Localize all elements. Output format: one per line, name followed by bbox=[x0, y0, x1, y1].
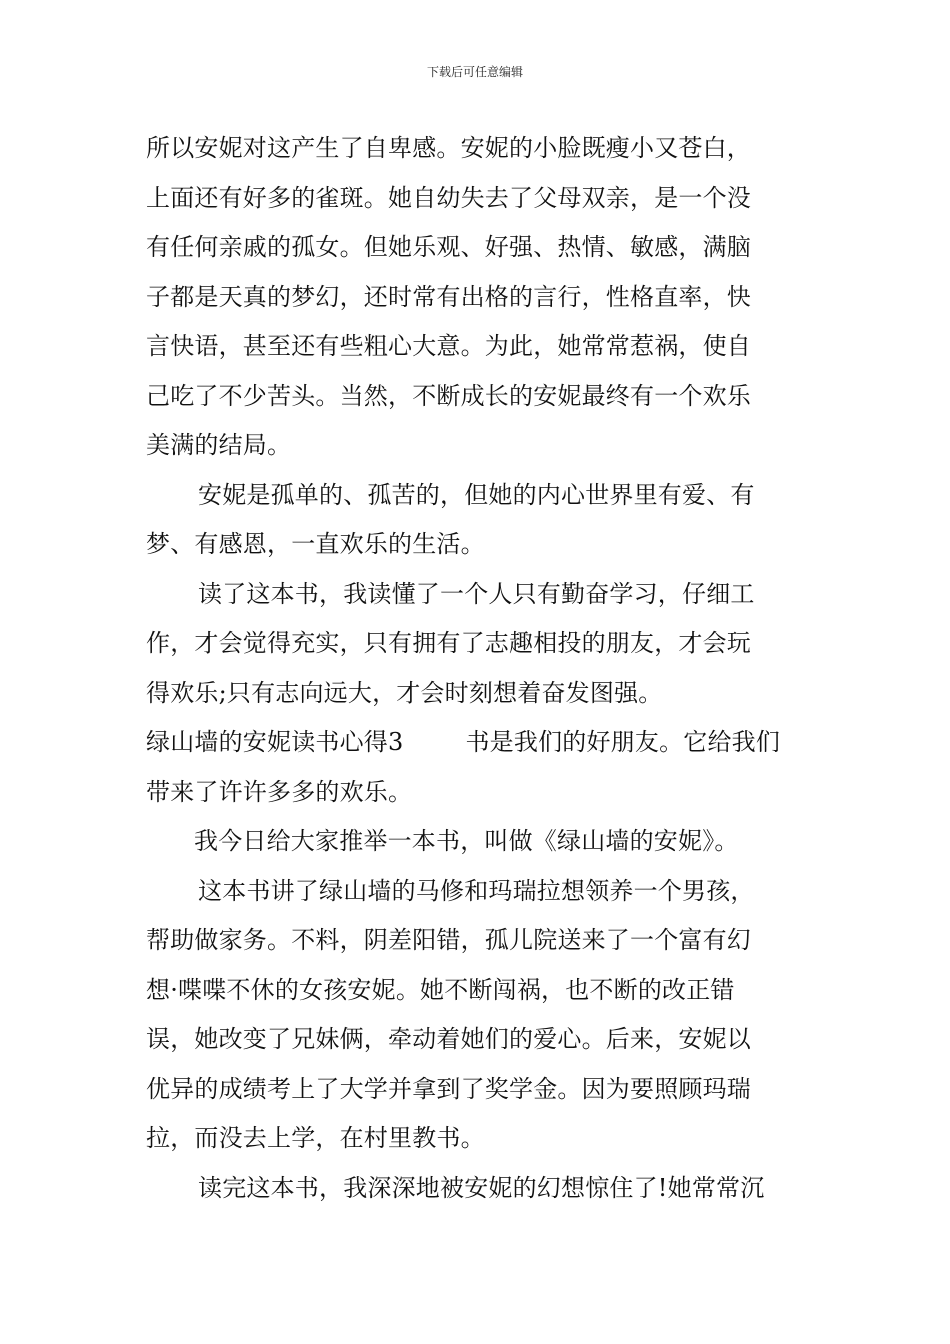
text-line: 梦、有感恩，一直欢乐的生活。 bbox=[146, 530, 485, 558]
section-heading-line bbox=[146, 718, 808, 768]
page-header: 下载后可任意编辑 bbox=[426, 65, 523, 79]
document-body bbox=[146, 124, 808, 1213]
text-line: 美满的结局。 bbox=[146, 431, 292, 459]
text-line: 想·喋喋不休的女孩安妮。她不断闯祸，也不断的改正错 bbox=[146, 975, 735, 1004]
paragraph-first-line: 这本书讲了绿山墙的马修和玛瑞拉想领养一个男孩， bbox=[198, 876, 755, 905]
paragraph-first-line: 安妮是孤单的、孤苦的，但她的内心世界里有爱、有 bbox=[198, 480, 755, 509]
text-line: 己吃了不少苦头。当然，不断成长的安妮最终有一个欢乐 bbox=[146, 381, 751, 410]
paragraph-first-line: 读完这本书，我深深地被安妮的幻想惊住了!她常常沉 bbox=[198, 1173, 765, 1202]
section-heading: 绿山墙的安妮读书心得3 bbox=[146, 728, 404, 756]
text-line: 言快语，甚至还有些粗心大意。为此，她常常惹祸，使自 bbox=[146, 332, 751, 360]
text-line: 得欢乐;只有志向远大，才会时刻想着奋发图强。 bbox=[146, 678, 663, 707]
text-line: 作，才会觉得充实，只有拥有了志趣相投的朋友，才会玩 bbox=[146, 629, 751, 657]
text-line: 带来了许许多多的欢乐。 bbox=[146, 777, 413, 806]
section-opening-text: 书是我们的好朋友。它给我们 bbox=[465, 728, 781, 756]
paragraph-first-line: 我今日给大家推举一本书，叫做《绿山墙的安妮》。 bbox=[194, 827, 739, 855]
paragraph-first-line: 读了这本书，我读懂了一个人只有勤奋学习，仔细工 bbox=[198, 579, 755, 608]
text-line: 上面还有好多的雀斑。她自幼失去了父母双亲，是一个没 bbox=[146, 183, 751, 212]
text-line: 误，她改变了兄妹俩，牵动着她们的爱心。后来，安妮以 bbox=[146, 1025, 751, 1053]
text-line: 有任何亲戚的孤女。但她乐观、好强、热情、敏感，满脑 bbox=[146, 233, 751, 261]
text-line: 拉，而没去上学，在村里教书。 bbox=[146, 1124, 485, 1152]
text-line: 优异的成绩考上了大学并拿到了奖学金。因为要照顾玛瑞 bbox=[146, 1074, 751, 1103]
text-line: 子都是天真的梦幻，还时常有出格的言行，性格直率，快 bbox=[146, 282, 751, 311]
text-line: 帮助做家务。不料，阴差阳错，孤儿院送来了一个富有幻 bbox=[146, 926, 751, 954]
text-line: 所以安妮对这产生了自卑感。安妮的小脸既瘦小又苍白， bbox=[146, 134, 751, 162]
